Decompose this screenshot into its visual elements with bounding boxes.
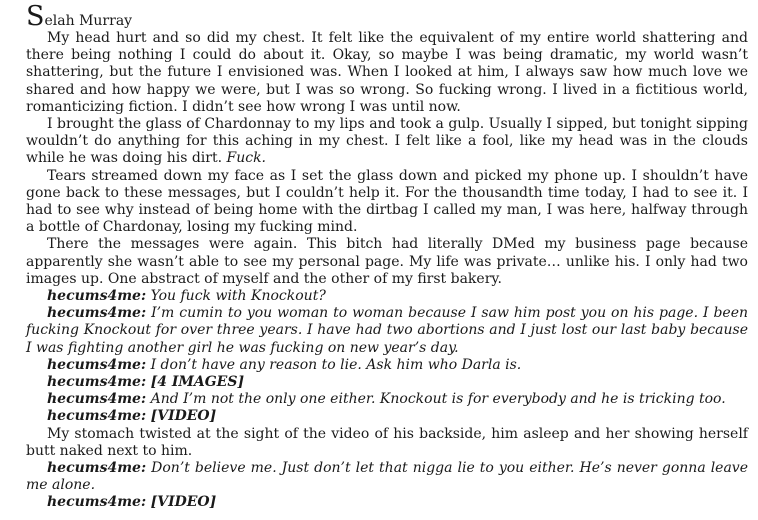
chapter-name: elah Murray [44, 13, 133, 29]
book-page [26, 1, 749, 512]
message-attachment: [VIDEO] [150, 494, 217, 511]
message-handle: hecums4me: [47, 356, 147, 373]
message-text: And I’m not the only one either. Knockout is for everybody and he is tricking too. [150, 391, 726, 408]
message-text: You fuck with Knockout? [150, 288, 326, 305]
message-handle: hecums4me: [47, 374, 147, 391]
message-text: I’m cumin to you woman to woman because I saw him post you on his page. I been fucking Knockout for over three years. I have had two abortions and I just lost our last baby because I was fighting another girl he was fucking on new year’s day. [26, 305, 749, 356]
message-handle: hecums4me: [47, 305, 147, 322]
message-2 [26, 305, 748, 357]
message-6 [26, 408, 748, 425]
message-handle: hecums4me: [47, 391, 147, 408]
paragraph-1: My head hurt and so did my chest. It felt like the equivalent of my entire world shattering and there being nothing I could do about it. Okay, so maybe I was being dramatic, my world wasn’t shattering, but the future I envisioned was. When I looked at him, I always saw how much love we shared and how happy we were, but I was so wrong. So fucking wrong. I lived in a fictitious world, romanticizing fiction. I didn’t see how wrong I was until now. [26, 30, 748, 115]
message-attachment: [4 IMAGES] [150, 374, 245, 391]
message-handle: hecums4me: [47, 288, 147, 305]
message-8 [26, 494, 748, 511]
message-3 [26, 357, 748, 374]
paragraph-4: There the messages were again. This bitch had literally DMed my business page because apparently she wasn’t able to see my personal page. My life was private… unlike his. I only had two images up. One abstract of myself and the other of my first bakery. [26, 236, 748, 287]
message-text: Don’t believe me. Just don’t let that nigga lie to you either. He’s never gonna leave me alone. [26, 460, 749, 494]
chapter-heading [26, 1, 748, 32]
paragraph-5: My stomach twisted at the sight of the video of his backside, him asleep and her showing herself butt naked next to him. [26, 425, 748, 459]
chapter-dropcap: S [26, 1, 45, 32]
message-attachment: [VIDEO] [150, 408, 217, 425]
message-handle: hecums4me: [47, 408, 147, 425]
message-handle: hecums4me: [47, 494, 147, 511]
message-handle: hecums4me: [47, 460, 147, 477]
paragraph-3: Tears streamed down my face as I set the glass down and picked my phone up. I shouldn’t have gone back to these messages, but I couldn’t help it. For the thousandth time today, I had to see it. I had to see why instead of being home with the dirtbag I called my man, I was here, halfway through a bottle of Chardonay, losing my fucking mind. [26, 167, 748, 236]
message-5 [26, 391, 748, 408]
paragraph-2-emphasis: Fuck. [226, 150, 267, 167]
message-7 [26, 460, 748, 494]
paragraph-2 [26, 116, 748, 168]
paragraph-2-text: I brought the glass of Chardonnay to my lips and took a gulp. Usually I sipped, but tonight sipping wouldn’t do anything for this aching in my chest. I felt like a fool, like my head was in the clouds while he was doing his dirt. [26, 116, 748, 167]
message-4 [26, 374, 748, 391]
message-1 [26, 288, 748, 305]
message-text: I don’t have any reason to lie. Ask him who Darla is. [150, 356, 522, 373]
